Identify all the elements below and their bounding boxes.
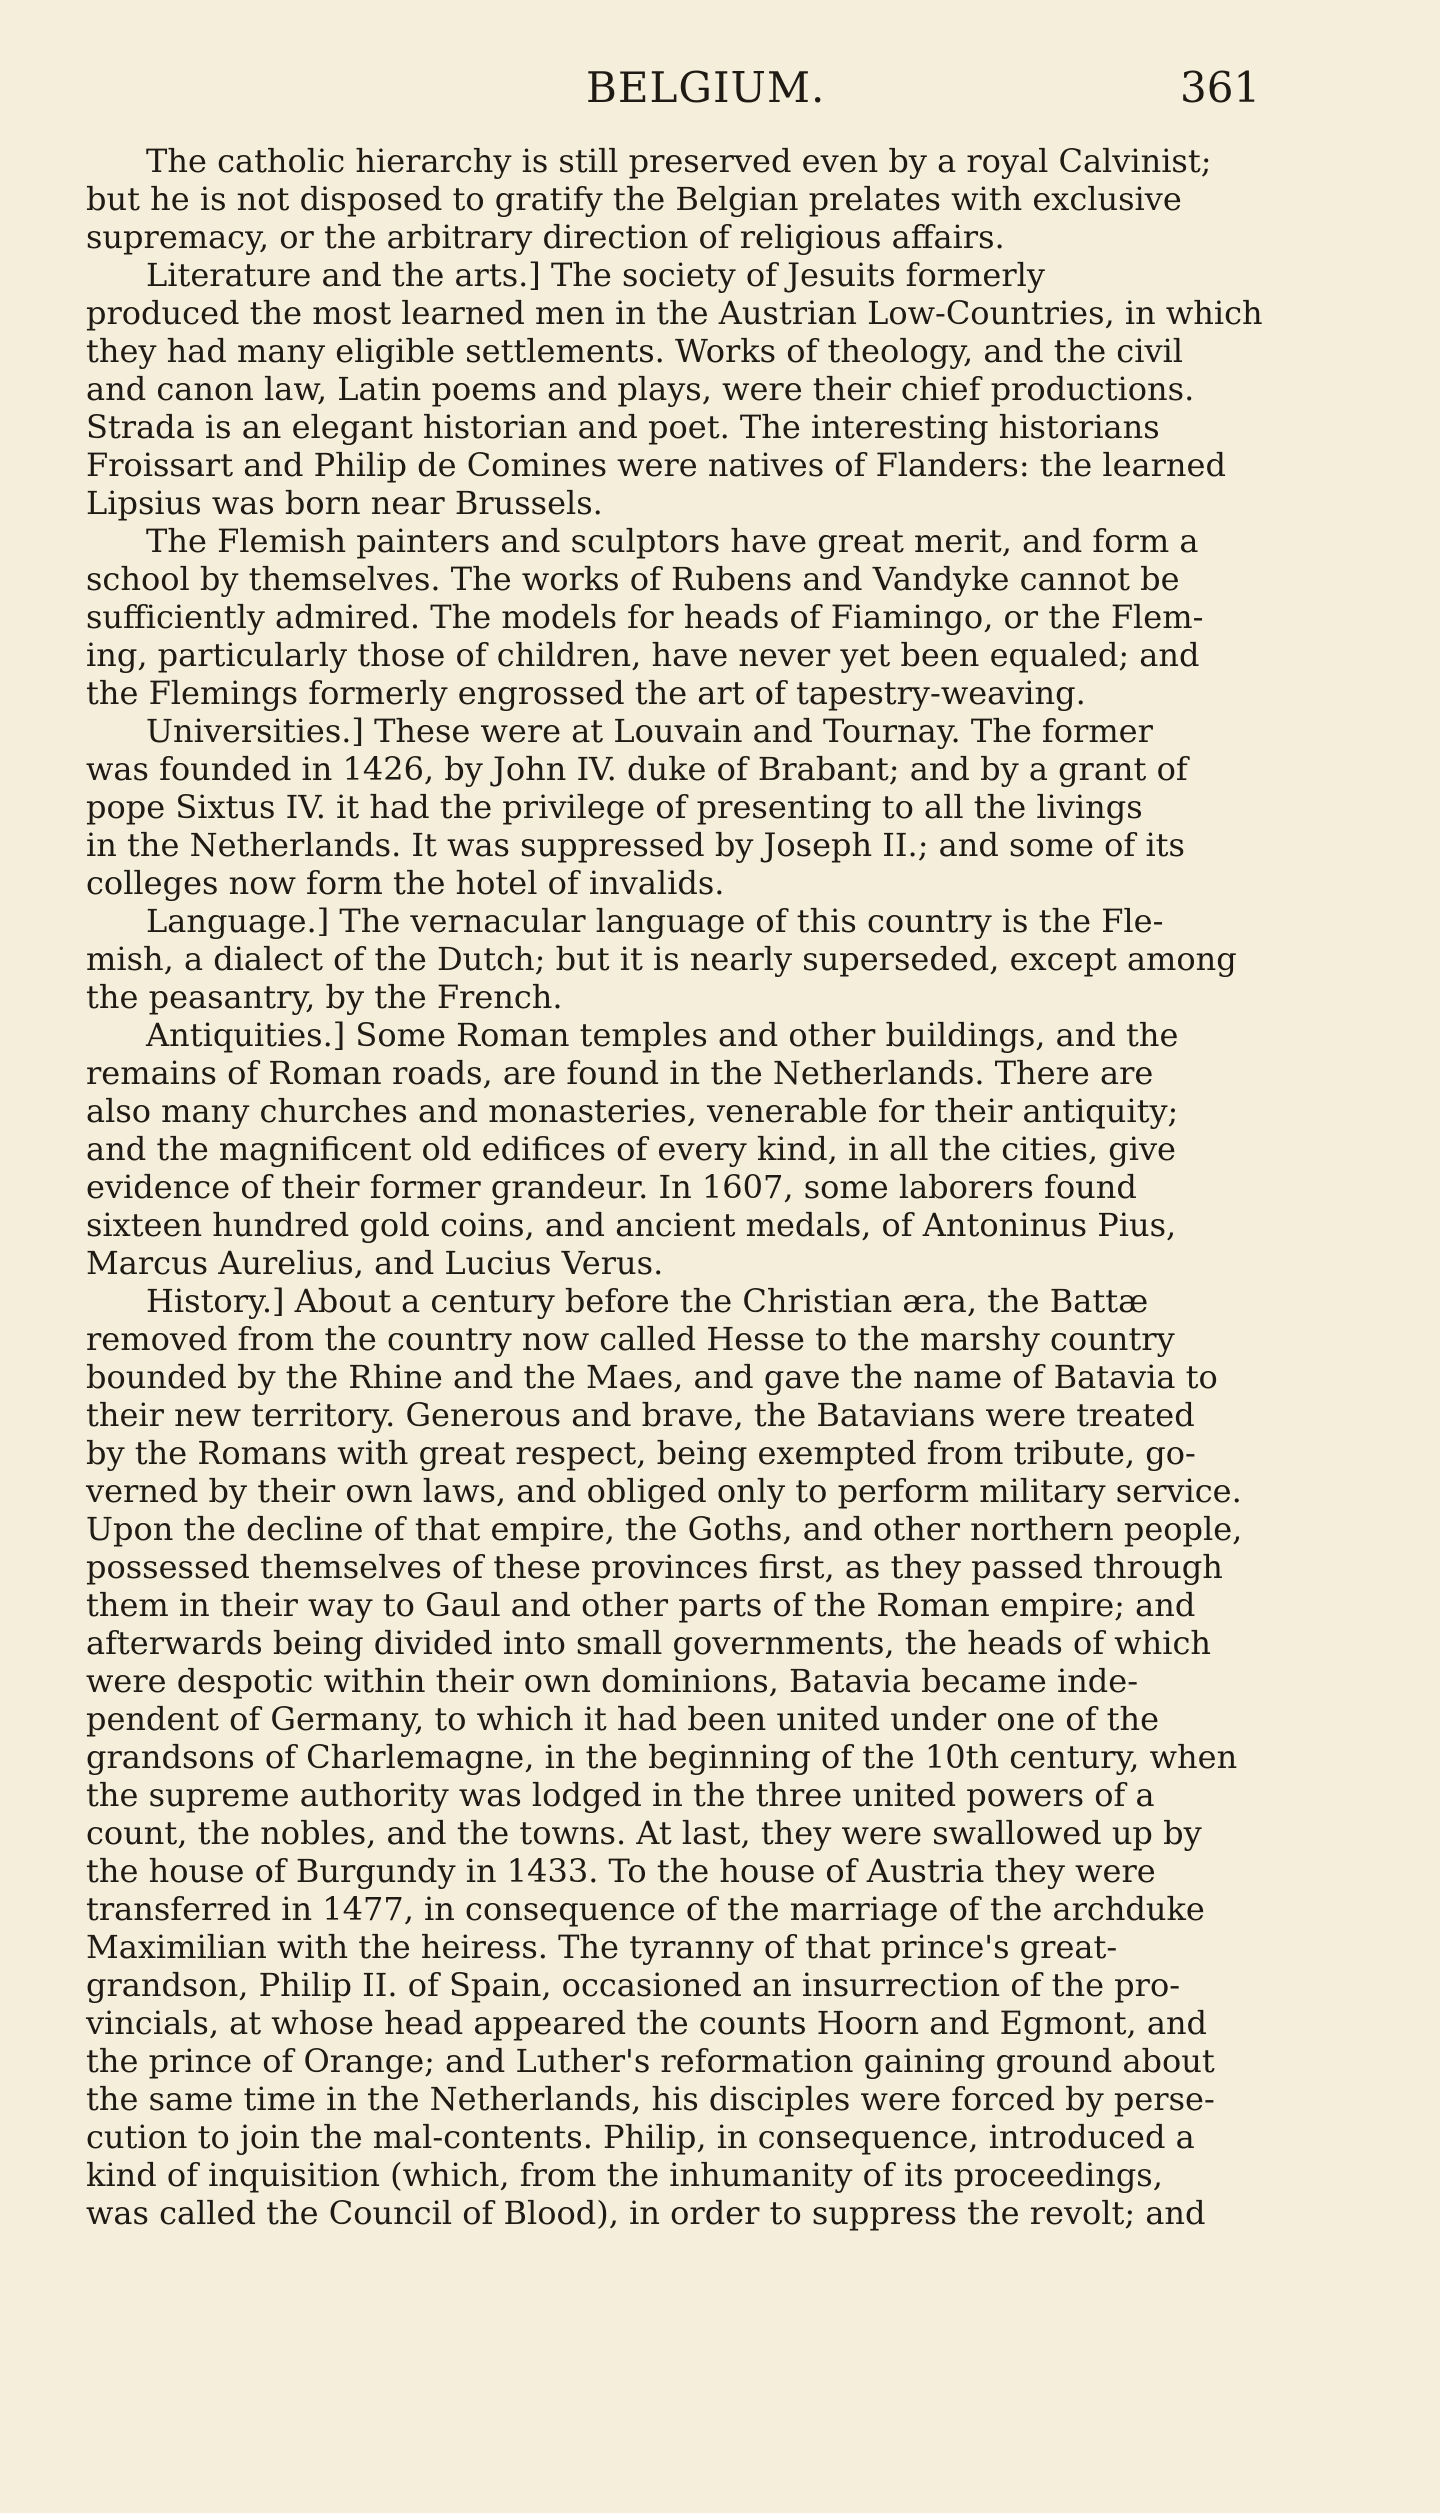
text-line: the house of Burgundy in 1433. To the house of Austria they were (86, 1852, 1156, 1890)
text-line: produced the most learned men in the Austrian Low-Countries, in which (86, 294, 1263, 332)
text-line: and the magnificent old edifices of every kind, in all the cities, give (86, 1130, 1176, 1168)
text-line: was founded in 1426, by John IV. duke of Brabant; and by a grant of (86, 750, 1188, 788)
text-line: the Flemings formerly engrossed the art of tapestry-weaving. (86, 674, 1086, 712)
text-line: possessed themselves of these provinces first, as they passed through (86, 1548, 1223, 1586)
section-heading-universities: Universities.] These were at Louvain and Tournay. The former (146, 712, 1153, 750)
text-line: grandson, Philip II. of Spain, occasioned an insurrection of the pro- (86, 1966, 1181, 2004)
text-line: The catholic hierarchy is still preserved even by a royal Calvinist; (146, 142, 1212, 180)
text-line: the same time in the Netherlands, his disciples were forced by perse- (86, 2080, 1215, 2118)
text-line: removed from the country now called Hesse to the marshy country (86, 1320, 1175, 1358)
text-line: kind of inquisition (which, from the inhumanity of its proceedings, (86, 2156, 1163, 2194)
text-line: verned by their own laws, and obliged only to perform military service. (86, 1472, 1242, 1510)
text-line: Strada is an elegant historian and poet. The interesting historians (86, 408, 1160, 446)
section-heading-antiquities: Antiquities.] Some Roman temples and other buildings, and the (146, 1016, 1179, 1054)
text-line: sixteen hundred gold coins, and ancient medals, of Antoninus Pius, (86, 1206, 1177, 1244)
text-line: sufficiently admired. The models for heads of Fiamingo, or the Flem- (86, 598, 1204, 636)
text-line: Upon the decline of that empire, the Goths, and other northern people, (86, 1510, 1243, 1548)
text-line: pendent of Germany, to which it had been united under one of the (86, 1700, 1160, 1738)
text-line: the prince of Orange; and Luther's reformation gaining ground about (86, 2042, 1215, 2080)
text-line: supremacy, or the arbitrary direction of religious affairs. (86, 218, 1005, 256)
text-line: but he is not disposed to gratify the Belgian prelates with exclusive (86, 180, 1182, 218)
text-line: they had many eligible settlements. Works of theology, and the civil (86, 332, 1183, 370)
text-line: ing, particularly those of children, have never yet been equaled; and (86, 636, 1200, 674)
text-line: cution to join the mal-contents. Philip, in consequence, introduced a (86, 2118, 1195, 2156)
text-line: also many churches and monasteries, venerable for their antiquity; (86, 1092, 1179, 1130)
text-line: by the Romans with great respect, being exempted from tribute, go- (86, 1434, 1196, 1472)
text-line: Froissart and Philip de Comines were natives of Flanders: the learned (86, 446, 1226, 484)
section-heading-language: Language.] The vernacular language of this country is the Fle- (146, 902, 1164, 940)
section-heading-history: History.] About a century before the Christian æra, the Battæ (146, 1282, 1149, 1320)
text-line: Marcus Aurelius, and Lucius Verus. (86, 1244, 664, 1282)
text-line: colleges now form the hotel of invalids. (86, 864, 725, 902)
text-line: count, the nobles, and the towns. At last, they were swallowed up by (86, 1814, 1202, 1852)
text-line: school by themselves. The works of Rubens and Vandyke cannot be (86, 560, 1180, 598)
body-text (86, 142, 1282, 2232)
text-line: Lipsius was born near Brussels. (86, 484, 603, 522)
text-line: transferred in 1477, in consequence of the marriage of the archduke (86, 1890, 1205, 1928)
text-line: the supreme authority was lodged in the three united powers of a (86, 1776, 1155, 1814)
text-line: pope Sixtus IV. it had the privilege of presenting to all the livings (86, 788, 1143, 826)
page-number: 361 (1180, 63, 1261, 112)
text-line: Maximilian with the heiress. The tyranny of that prince's great- (86, 1928, 1118, 1966)
text-line: mish, a dialect of the Dutch; but it is nearly superseded, except among (86, 940, 1237, 978)
text-line: remains of Roman roads, are found in the Netherlands. There are (86, 1054, 1154, 1092)
text-line: their new territory. Generous and brave, the Batavians were treated (86, 1396, 1195, 1434)
text-line: vincials, at whose head appeared the counts Hoorn and Egmont, and (86, 2004, 1208, 2042)
running-head (0, 58, 1440, 118)
text-line: afterwards being divided into small governments, the heads of which (86, 1624, 1212, 1662)
text-line: in the Netherlands. It was suppressed by Joseph II.; and some of its (86, 826, 1185, 864)
page-title: BELGIUM. (586, 63, 826, 112)
text-line: grandsons of Charlemagne, in the beginning of the 10th century, when (86, 1738, 1238, 1776)
text-line: and canon law, Latin poems and plays, were their chief productions. (86, 370, 1195, 408)
text-line: evidence of their former grandeur. In 1607, some laborers found (86, 1168, 1137, 1206)
text-line: were despotic within their own dominions, Batavia became inde- (86, 1662, 1139, 1700)
text-line: them in their way to Gaul and other parts of the Roman empire; and (86, 1586, 1196, 1624)
text-line: bounded by the Rhine and the Maes, and gave the name of Batavia to (86, 1358, 1218, 1396)
text-line: the peasantry, by the French. (86, 978, 563, 1016)
text-line: The Flemish painters and sculptors have great merit, and form a (146, 522, 1199, 560)
section-heading-literature: Literature and the arts.] The society of Jesuits formerly (146, 256, 1045, 294)
text-line: was called the Council of Blood), in order to suppress the revolt; and (86, 2194, 1206, 2232)
